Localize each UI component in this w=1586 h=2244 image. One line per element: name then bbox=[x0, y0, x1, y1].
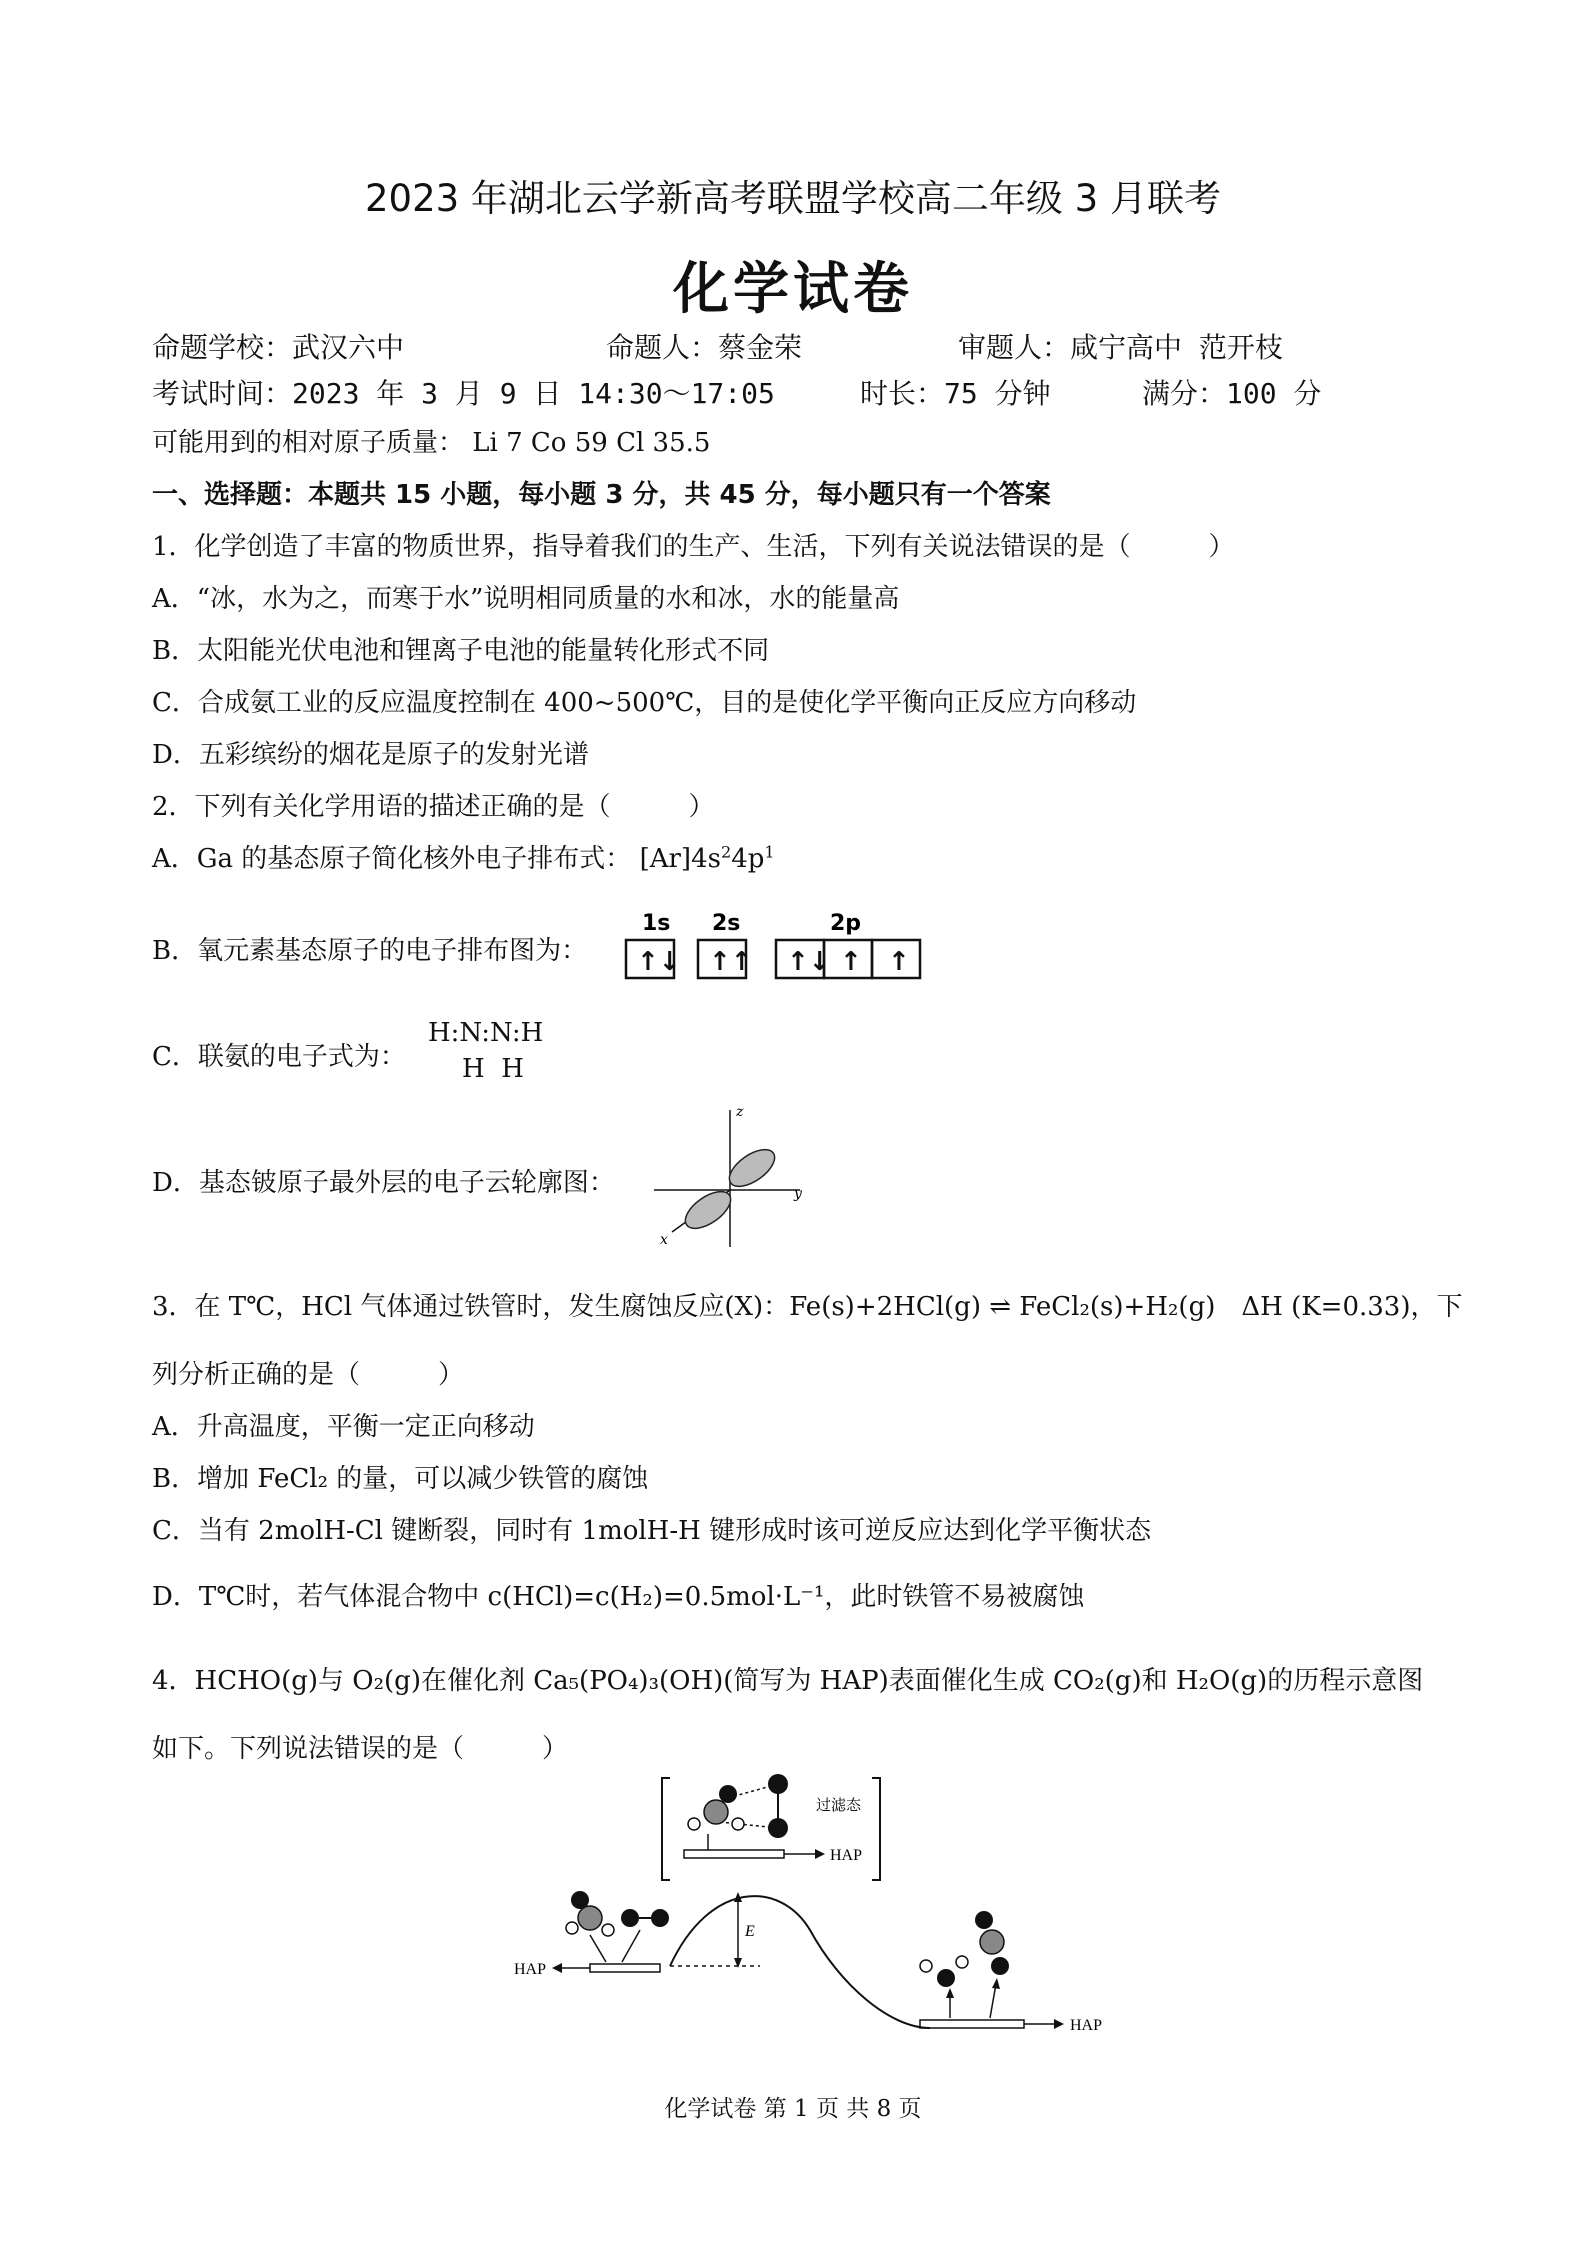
exam-duration: 时长：75 分钟 bbox=[860, 377, 1051, 410]
reaction-mechanism-figure bbox=[510, 1770, 1103, 2050]
author-line: 命题人：蔡金荣 bbox=[606, 331, 803, 364]
exam-time: 考试时间：2023 年 3 月 9 日 14:30～17:05 bbox=[152, 377, 775, 410]
hydrazine-electron-formula-bottom: H H bbox=[462, 1054, 524, 1084]
q2-option-b-text: B．氧元素基态原子的电子排布图为： bbox=[152, 936, 588, 966]
electron-arrows bbox=[637, 947, 910, 977]
q1-option-c: C．合成氨工业的反应温度控制在 400~500℃，目的是使化学平衡向正反应方向移动 bbox=[152, 688, 1137, 718]
q3-delta-h: ΔH (K=0.33)，下 bbox=[1241, 1292, 1463, 1322]
school-line: 命题学校：武汉六中 bbox=[152, 331, 405, 364]
q3-stem-b: 列分析正确的是（ ） bbox=[152, 1360, 465, 1390]
q2-option-d-text: D．基态铍原子最外层的电子云轮廓图： bbox=[152, 1168, 615, 1198]
svg-text:↑↓: ↑↓ bbox=[637, 947, 681, 977]
q4-stem-a: 4．HCHO(g)与 O₂(g)在催化剂 Ca₅(PO₄)₃(OH)(简写为 HAP)表面催化生成 CO₂(g)和 H₂O(g)的历程示意图 bbox=[152, 1666, 1424, 1696]
orbital-label-2p: 2p bbox=[830, 911, 862, 936]
q1-option-d: D．五彩缤纷的烟花是原子的发射光谱 bbox=[152, 740, 589, 770]
subject-title: 化学试卷 bbox=[673, 257, 913, 322]
energy-label: E bbox=[745, 1923, 755, 1940]
exam-score: 满分：100 分 bbox=[1142, 377, 1322, 410]
axis-z-label: z bbox=[736, 1104, 744, 1120]
q2-option-a-text: A．Ga 的基态原子简化核外电子排布式： bbox=[152, 844, 632, 874]
q3-stem-a-text: 3．在 T℃，HCl 气体通过铁管时，发生腐蚀反应(X)： bbox=[152, 1292, 790, 1322]
svg-text:↑↓: ↑↓ bbox=[787, 947, 831, 977]
q3-stem-a bbox=[152, 1286, 1462, 1323]
orbital-label-2s: 2s bbox=[712, 911, 741, 936]
q3-option-b: B．增加 FeCl₂ 的量，可以减少铁管的腐蚀 bbox=[152, 1464, 649, 1494]
svg-text:↑↑: ↑↑ bbox=[709, 947, 753, 977]
svg-text:↑: ↑ bbox=[888, 947, 910, 977]
hydrazine-electron-formula-top: H:N:N:H bbox=[428, 1018, 544, 1048]
svg-text:↑: ↑ bbox=[840, 947, 862, 977]
transition-state-label: 过滤态 bbox=[816, 1796, 862, 1814]
q2-option-a-config: $[Ar]4s^24p^1$ bbox=[639, 842, 775, 874]
orbital-diagram bbox=[620, 908, 920, 986]
p-orbital-figure bbox=[650, 1102, 810, 1252]
q1-stem: 1．化学创造了丰富的物质世界，指导着我们的生产、生活，下列有关说法错误的是（ ） bbox=[152, 532, 1235, 562]
q3-option-c: C．当有 2molH-Cl 键断裂，同时有 1molH-H 键形成时该可逆反应达到化学平衡状态 bbox=[152, 1516, 1152, 1546]
hap-label-right: HAP bbox=[1070, 2017, 1103, 2034]
orbital-label-1s: 1s bbox=[642, 911, 671, 936]
q3-equation: Fe(s)+2HCl(g) ⇌ FeCl₂(s)+H₂(g) bbox=[789, 1292, 1216, 1322]
q4-stem-b: 如下。下列说法错误的是（ ） bbox=[152, 1734, 569, 1764]
axis-y-label: y bbox=[794, 1186, 802, 1202]
axis-x-label: x bbox=[660, 1232, 668, 1248]
exam-title: 2023 年湖北云学新高考联盟学校高二年级 3 月联考 bbox=[365, 177, 1221, 220]
q2-stem: 2．下列有关化学用语的描述正确的是（ ） bbox=[152, 792, 715, 822]
page-footer: 化学试卷 第 1 页 共 8 页 bbox=[664, 2096, 922, 2122]
q2-option-a bbox=[152, 838, 775, 875]
q2-option-c-text: C．联氨的电子式为： bbox=[152, 1042, 406, 1072]
reviewer-line: 审题人：咸宁高中 范开枝 bbox=[958, 331, 1283, 364]
hap-label-top: HAP bbox=[830, 1847, 863, 1864]
q1-option-b: B．太阳能光伏电池和锂离子电池的能量转化形式不同 bbox=[152, 636, 770, 666]
q1-option-a: A．“冰，水为之，而寒于水”说明相同质量的水和冰，水的能量高 bbox=[152, 584, 900, 614]
hap-label-left: HAP bbox=[514, 1961, 547, 1978]
section-heading: 一、选择题：本题共 15 小题，每小题 3 分，共 45 分，每小题只有一个答案 bbox=[152, 480, 1051, 510]
q3-option-a: A．升高温度，平衡一定正向移动 bbox=[152, 1412, 535, 1442]
atomic-masses: 可能用到的相对原子质量： Li 7 Co 59 Cl 35.5 bbox=[152, 428, 711, 458]
q3-option-d: D．T℃时，若气体混合物中 c(HCl)=c(H₂)=0.5mol·L⁻¹，此时铁管不易被腐蚀 bbox=[152, 1582, 1085, 1612]
